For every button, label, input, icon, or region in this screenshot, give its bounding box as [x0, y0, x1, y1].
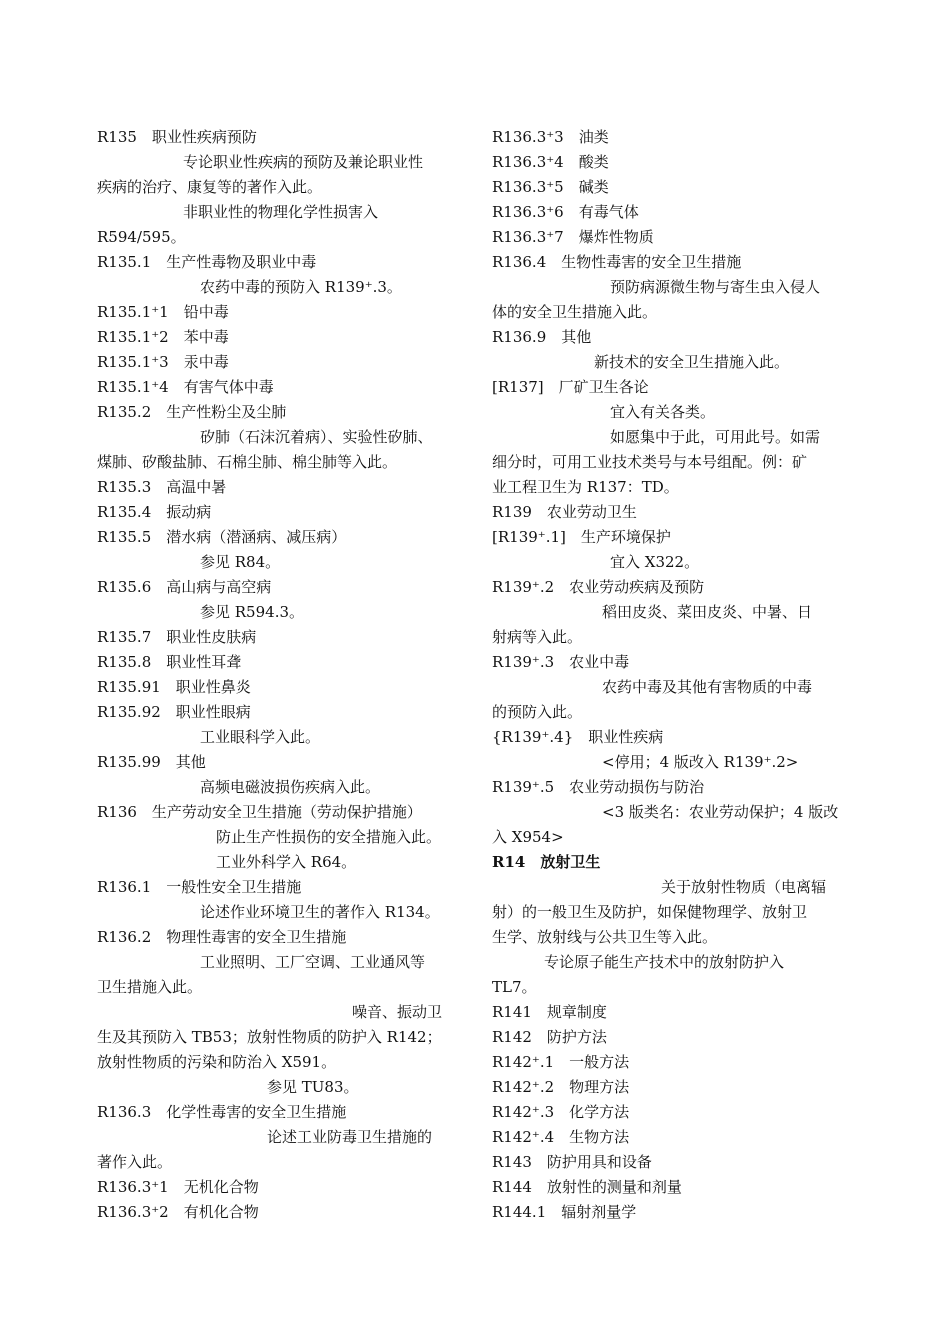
- text-line: R139⁺.5 农业劳动损伤与防治: [492, 778, 705, 796]
- text-line: R135.6 高山病与高空病: [97, 578, 272, 596]
- text-line: 生及其预防入 TB53；放射性物质的防护入 R142；: [97, 1028, 442, 1046]
- text-line: R143 防护用具和设备: [492, 1153, 652, 1171]
- text-line: R136.4 生物性毒害的安全卫生措施: [492, 253, 742, 271]
- text-line: <停用；4 版改入 R139⁺.2>: [602, 753, 799, 771]
- text-line: R136.3⁺1 无机化合物: [97, 1178, 259, 1196]
- text-line: 的预防入此。: [492, 703, 583, 721]
- left-column: [97, 125, 459, 1225]
- text-line: <3 版类名：农业劳动保护；4 版改: [602, 803, 839, 821]
- text-line: 宜入 X322。: [610, 553, 700, 571]
- text-line: R136.3⁺2 有机化合物: [97, 1203, 259, 1221]
- text-line: 射病等入此。: [492, 628, 583, 646]
- text-line: 农药中毒的预防入 R139⁺.3。: [200, 278, 402, 296]
- text-line: R136.3⁺6 有毒气体: [492, 203, 639, 221]
- text-line: R135.8 职业性耳聋: [97, 653, 242, 671]
- text-line: 高频电磁波损伤疾病入此。: [200, 778, 381, 796]
- text-line: R139⁺.2 农业劳动疾病及预防: [492, 578, 705, 596]
- text-line: 非职业性的物理化学性损害入: [183, 203, 379, 221]
- text-line: 预防病源微生物与寄生虫入侵人: [610, 278, 821, 296]
- text-line: R142⁺.1 一般方法: [492, 1053, 630, 1071]
- text-line: 工业眼科学入此。: [200, 728, 321, 746]
- text-line: R135.99 其他: [97, 753, 206, 771]
- text-line: R142⁺.4 生物方法: [492, 1128, 630, 1146]
- text-line: R135.91 职业性鼻炎: [97, 678, 251, 696]
- text-line: [R137] 厂矿卫生各论: [492, 378, 649, 396]
- text-line: 噪音、振动卫: [352, 1003, 443, 1021]
- text-line: R135.92 职业性眼病: [97, 703, 251, 721]
- text-line: R142 防护方法: [492, 1028, 607, 1046]
- text-line: 宜入有关各类。: [610, 403, 716, 421]
- text-line: 著作入此。: [97, 1153, 173, 1171]
- text-line: 工业照明、工厂空调、工业通风等: [200, 953, 426, 971]
- text-line: 生学、放射线与公共卫生等入此。: [492, 928, 718, 946]
- text-line: 放射性物质的污染和防治入 X591。: [97, 1053, 337, 1071]
- text-line: 专论原子能生产技术中的放射防护入: [544, 953, 785, 971]
- text-line: R142⁺.2 物理方法: [492, 1078, 630, 1096]
- text-line: R135.1⁺2 苯中毒: [97, 328, 229, 346]
- text-line: R594/595。: [97, 228, 186, 246]
- text-line: TL7。: [492, 978, 537, 996]
- text-line: R136.3⁺5 碱类: [492, 178, 609, 196]
- text-line: R135.3 高温中暑: [97, 478, 227, 496]
- text-line: {R139⁺.4} 职业性疾病: [492, 728, 664, 746]
- text-line: 如愿集中于此，可用此号。如需: [610, 428, 821, 446]
- text-line: R141 规章制度: [492, 1003, 607, 1021]
- text-line: R136.1 一般性安全卫生措施: [97, 878, 302, 896]
- text-line: 矽肺（石沫沉着病）、实验性矽肺、: [200, 428, 433, 446]
- text-line: 业工程卫生为 R137：TD。: [492, 478, 679, 496]
- text-line: R135.1⁺1 铅中毒: [97, 303, 229, 321]
- text-line: 稻田皮炎、菜田皮炎、中暑、日: [602, 603, 813, 621]
- text-line: 体的安全卫生措施入此。: [492, 303, 658, 321]
- text-line: [R139⁺.1] 生产环境保护: [492, 528, 671, 546]
- text-line: R135 职业性疾病预防: [97, 128, 257, 146]
- text-line: 参见 R594.3。: [200, 603, 305, 621]
- text-line: 农药中毒及其他有害物质的中毒: [602, 678, 813, 696]
- text-line: R136.3⁺7 爆炸性物质: [492, 228, 654, 246]
- text-line: 论述工业防毒卫生措施的: [267, 1128, 433, 1146]
- text-line: 煤肺、矽酸盐肺、石棉尘肺、棉尘肺等入此。: [97, 453, 398, 471]
- text-line: R136 生产劳动安全卫生措施（劳动保护措施）: [97, 803, 422, 821]
- text-line: 入 X954>: [492, 828, 564, 846]
- text-line: 细分时，可用工业技术类号与本号组配。例：矿: [492, 453, 808, 471]
- text-line: R135.1⁺3 汞中毒: [97, 353, 229, 371]
- text-line: R139⁺.3 农业中毒: [492, 653, 630, 671]
- text-line: R135.5 潜水病（潜涵病、减压病）: [97, 528, 347, 546]
- text-line: R135.1⁺4 有害气体中毒: [97, 378, 274, 396]
- text-line: R136.3⁺4 酸类: [492, 153, 609, 171]
- text-line: R144 放射性的测量和剂量: [492, 1178, 682, 1196]
- text-line: R135.1 生产性毒物及职业中毒: [97, 253, 317, 271]
- text-line: R139 农业劳动卫生: [492, 503, 637, 521]
- text-line: 关于放射性物质（电离辐: [661, 878, 827, 896]
- text-line: R136.2 物理性毒害的安全卫生措施: [97, 928, 347, 946]
- text-line: R14 放射卫生: [492, 853, 601, 871]
- text-line: R135.4 振动病: [97, 503, 212, 521]
- text-line: R144.1 辐射剂量学: [492, 1203, 637, 1221]
- text-line: R136.9 其他: [492, 328, 592, 346]
- text-line: 防止生产性损伤的安全措施入此。: [216, 828, 442, 846]
- right-column: [492, 125, 854, 1225]
- text-line: R142⁺.3 化学方法: [492, 1103, 630, 1121]
- text-line: 专论职业性疾病的预防及兼论职业性: [183, 153, 424, 171]
- text-line: R136.3 化学性毒害的安全卫生措施: [97, 1103, 347, 1121]
- text-line: 射）的一般卫生及防护，如保健物理学、放射卫: [492, 903, 808, 921]
- text-line: 参见 R84。: [200, 553, 281, 571]
- text-line: R136.3⁺3 油类: [492, 128, 609, 146]
- text-line: 工业外科学入 R64。: [216, 853, 357, 871]
- text-line: 新技术的安全卫生措施入此。: [594, 353, 790, 371]
- text-line: R135.2 生产性粉尘及尘肺: [97, 403, 287, 421]
- text-line: 卫生措施入此。: [97, 978, 203, 996]
- text-line: 参见 TU83。: [267, 1078, 359, 1096]
- text-line: 论述作业环境卫生的著作入 R134。: [200, 903, 440, 921]
- text-line: 疾病的治疗、康复等的著作入此。: [97, 178, 323, 196]
- text-line: R135.7 职业性皮肤病: [97, 628, 257, 646]
